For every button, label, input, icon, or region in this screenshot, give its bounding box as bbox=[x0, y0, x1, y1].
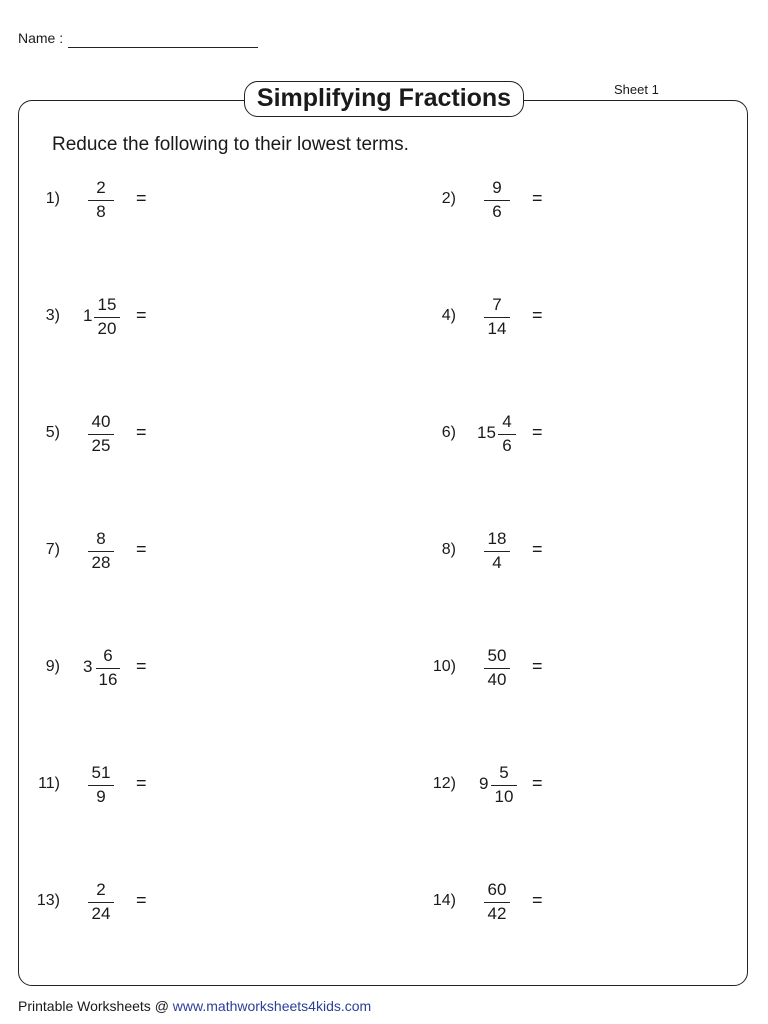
equals-sign: = bbox=[532, 305, 543, 325]
numerator: 60 bbox=[487, 880, 507, 899]
problem-number: 10) bbox=[432, 658, 456, 675]
fraction-bar bbox=[484, 902, 510, 903]
denominator: 10 bbox=[494, 787, 514, 806]
equals-sign: = bbox=[136, 890, 147, 910]
denominator: 8 bbox=[96, 202, 106, 221]
numerator: 2 bbox=[96, 178, 106, 197]
fraction-bar bbox=[498, 434, 516, 435]
fraction-bar bbox=[484, 200, 510, 201]
equals-sign: = bbox=[532, 773, 543, 793]
fraction-bar bbox=[88, 785, 114, 786]
sheet-label: Sheet 1 bbox=[614, 82, 659, 97]
numerator: 7 bbox=[492, 295, 502, 314]
equals-sign: = bbox=[136, 539, 147, 559]
whole-number: 3 bbox=[83, 657, 93, 676]
fraction bbox=[484, 646, 510, 690]
denominator: 16 bbox=[98, 670, 118, 689]
denominator: 14 bbox=[487, 319, 507, 338]
fraction bbox=[96, 646, 120, 690]
problem-number: 5) bbox=[45, 424, 60, 441]
footer bbox=[18, 998, 371, 1014]
footer-link[interactable]: www.mathworksheets4kids.com bbox=[172, 998, 372, 1014]
instruction-text: Reduce the following to their lowest terms. bbox=[52, 134, 409, 155]
equals-sign: = bbox=[532, 539, 543, 559]
numerator: 6 bbox=[103, 646, 113, 665]
fraction-bar bbox=[88, 434, 114, 435]
problem-number: 7) bbox=[45, 541, 60, 558]
denominator: 24 bbox=[91, 904, 111, 923]
problem-number: 6) bbox=[441, 424, 456, 441]
fraction-bar bbox=[94, 317, 120, 318]
fraction bbox=[88, 880, 114, 924]
denominator: 6 bbox=[492, 202, 502, 221]
fraction-bar bbox=[484, 551, 510, 552]
problem-number: 11) bbox=[38, 775, 60, 792]
fraction bbox=[484, 178, 510, 222]
problem-number: 2) bbox=[441, 190, 456, 207]
fraction bbox=[498, 412, 516, 456]
fraction-bar bbox=[484, 668, 510, 669]
fraction bbox=[491, 763, 517, 807]
numerator: 15 bbox=[97, 295, 117, 314]
equals-sign: = bbox=[532, 188, 543, 208]
name-label: Name : bbox=[18, 30, 64, 46]
denominator: 6 bbox=[502, 436, 512, 455]
name-line[interactable] bbox=[68, 47, 258, 48]
numerator: 50 bbox=[487, 646, 507, 665]
footer-prefix: Printable Worksheets @ bbox=[18, 998, 173, 1014]
fraction-bar bbox=[96, 668, 120, 669]
numerator: 2 bbox=[96, 880, 106, 899]
equals-sign: = bbox=[136, 773, 147, 793]
fraction bbox=[88, 412, 114, 456]
fraction-bar bbox=[88, 551, 114, 552]
problem-number: 12) bbox=[432, 775, 456, 792]
fraction-bar bbox=[88, 902, 114, 903]
numerator: 40 bbox=[91, 412, 111, 431]
denominator: 4 bbox=[492, 553, 502, 572]
worksheet-frame bbox=[18, 100, 748, 986]
denominator: 28 bbox=[91, 553, 111, 572]
numerator: 51 bbox=[91, 763, 111, 782]
problem-number: 4) bbox=[441, 307, 456, 324]
worksheet-title: Simplifying Fractions bbox=[244, 81, 524, 117]
whole-number: 1 bbox=[83, 306, 93, 325]
fraction bbox=[484, 529, 510, 573]
problem-number: 3) bbox=[45, 307, 60, 324]
problem-number: 8) bbox=[441, 541, 456, 558]
equals-sign: = bbox=[136, 305, 147, 325]
equals-sign: = bbox=[532, 656, 543, 676]
equals-sign: = bbox=[532, 890, 543, 910]
problem-number: 9) bbox=[45, 658, 60, 675]
numerator: 5 bbox=[499, 763, 509, 782]
fraction bbox=[484, 880, 510, 924]
fraction bbox=[94, 295, 120, 339]
fraction bbox=[88, 763, 114, 807]
denominator: 25 bbox=[91, 436, 111, 455]
problem-number: 14) bbox=[432, 892, 456, 909]
equals-sign: = bbox=[136, 422, 147, 442]
fraction-bar bbox=[88, 200, 114, 201]
whole-number: 9 bbox=[479, 774, 489, 793]
numerator: 8 bbox=[96, 529, 106, 548]
fraction-bar bbox=[484, 317, 510, 318]
denominator: 9 bbox=[96, 787, 106, 806]
fraction bbox=[484, 295, 510, 339]
fraction bbox=[88, 529, 114, 573]
numerator: 4 bbox=[502, 412, 512, 431]
equals-sign: = bbox=[136, 188, 147, 208]
denominator: 40 bbox=[487, 670, 507, 689]
denominator: 42 bbox=[487, 904, 507, 923]
denominator: 20 bbox=[97, 319, 117, 338]
fraction-bar bbox=[491, 785, 517, 786]
problem-number: 13) bbox=[36, 892, 60, 909]
whole-number: 15 bbox=[477, 423, 496, 442]
numerator: 9 bbox=[492, 178, 502, 197]
problem-number: 1) bbox=[45, 190, 60, 207]
fraction bbox=[88, 178, 114, 222]
numerator: 18 bbox=[487, 529, 507, 548]
equals-sign: = bbox=[136, 656, 147, 676]
equals-sign: = bbox=[532, 422, 543, 442]
